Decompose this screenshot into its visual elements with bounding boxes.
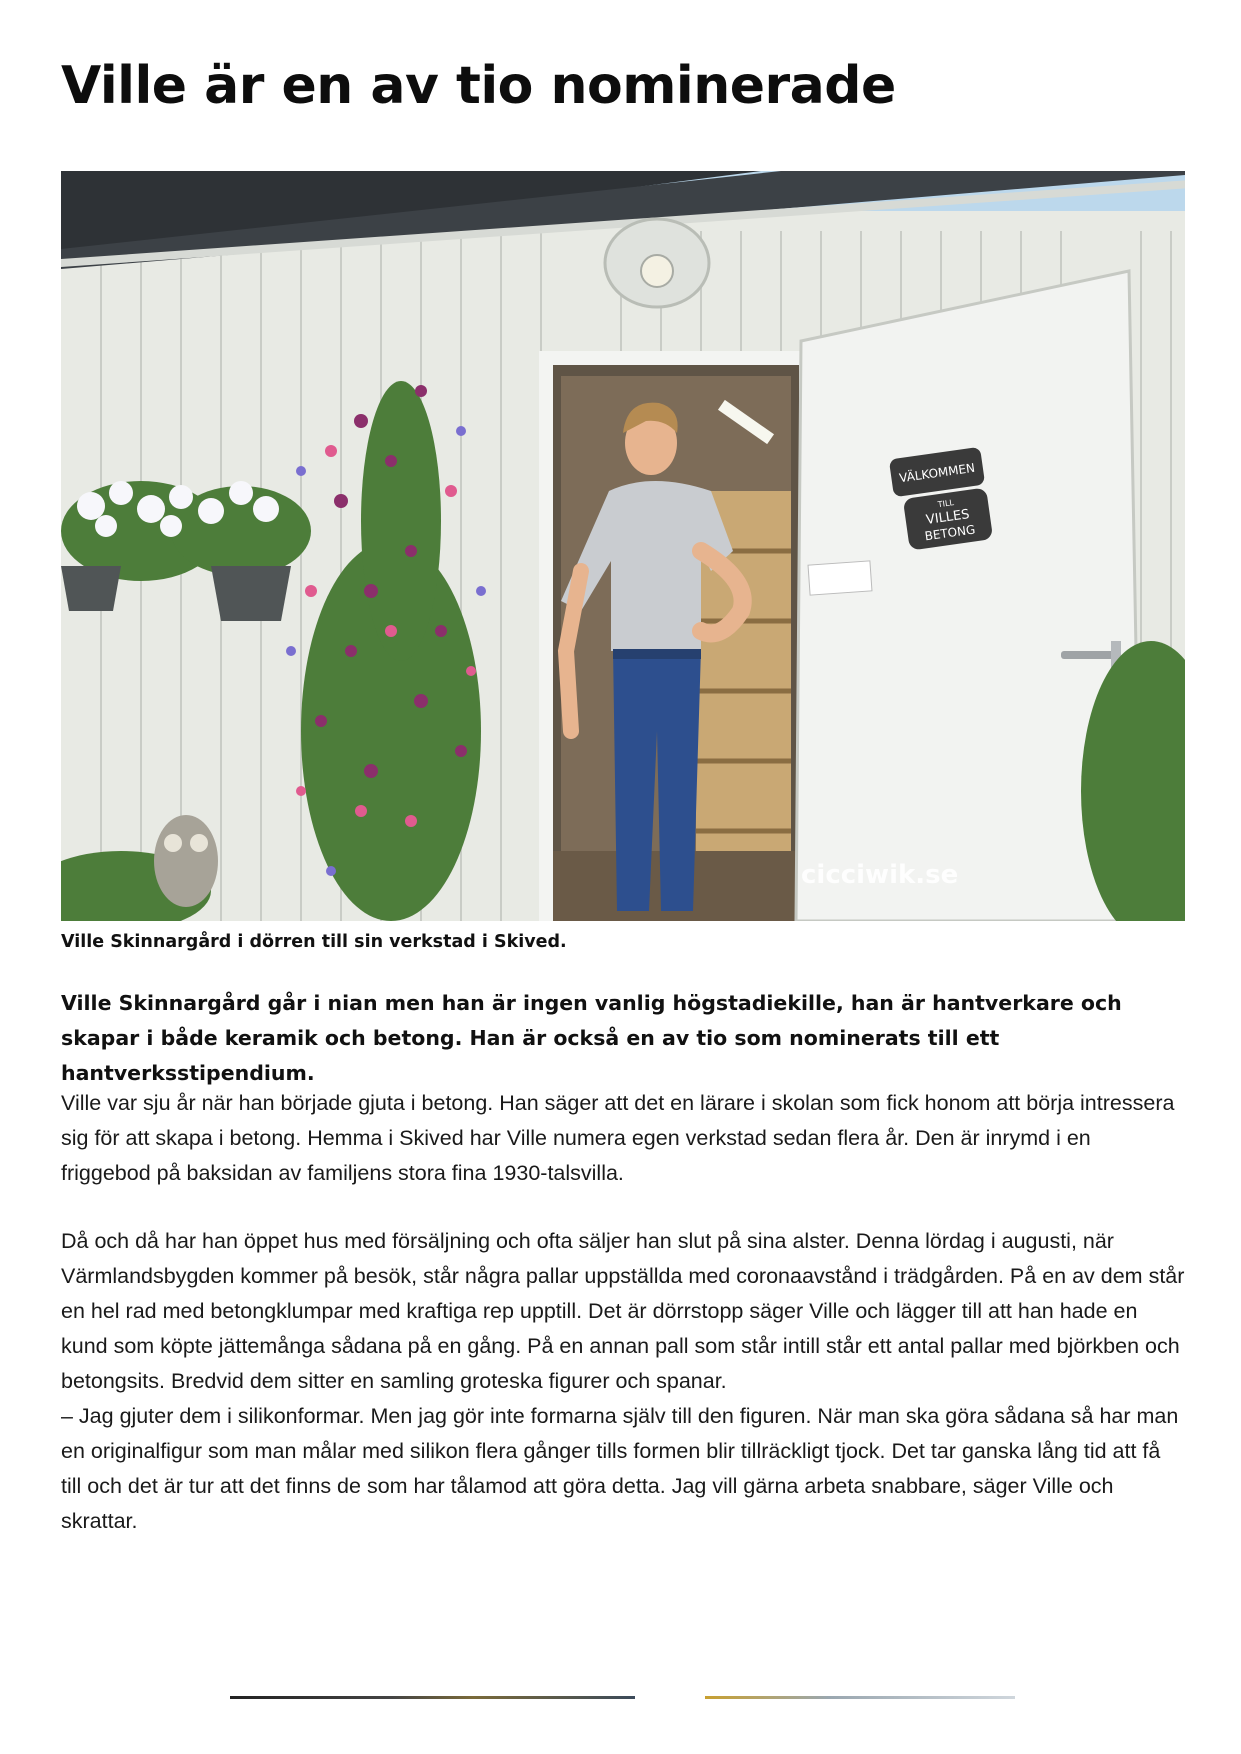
article-lead: Ville Skinnargård går i nian men han är ingen vanlig högstadiekille, han är hantverkare och skapar i både keramik och betong. Han är också en av tio som nominerats till ett hantverksstipendium.	[61, 991, 1122, 1085]
article-paragraph-3: – Jag gjuter dem i silikonformar. Men jag gör inte formarna själv till den figuren. När man ska göra sådana så har man en originalfigur som man målar med silikon flera gånger tills formen blir tillräckligt tjock. Det tar ganska lång tid att få till och det är tur att det finns de som har tålamod att göra detta. Jag vill gärna arbeta snabbare, säger Ville och skrattar.	[61, 1404, 1179, 1533]
article-photo	[61, 171, 1185, 921]
photo-watermark: cicciwik.se	[801, 860, 959, 890]
article-paragraph-1: Ville var sju år när han började gjuta i betong. Han säger att det en lärare i skolan som fick honom att börja intressera sig för att skapa i betong. Hemma i Skived har Ville numera egen verkstad sedan flera år. Den är inrymd i en friggebod på baksidan av familjens stora fina 1930-talsvilla.	[61, 1091, 1175, 1185]
sign-line-4: BETONG	[923, 522, 977, 544]
article-paragraph-2-group	[61, 1224, 1185, 1539]
sign-line-3: VILLES	[925, 507, 971, 528]
next-image-edge-left	[230, 1696, 635, 1699]
sign-line-2: TILL	[937, 498, 955, 510]
photo-caption: Ville Skinnargård i dörren till sin verkstad i Skived.	[61, 932, 567, 952]
sign-line-1: VÄLKOMMEN	[898, 460, 976, 486]
next-image-edge-right	[705, 1696, 1015, 1699]
article-title: Ville är en av tio nominerade	[61, 56, 896, 116]
article-paragraph-2: Då och då har han öppet hus med försäljning och ofta säljer han slut på sina alster. Denna lördag i augusti, när Värmlandsbygden kommer på besök, står några pallar uppställda med coronaavstånd i trädgården. På en av dem står en hel rad med betongklumpar med kraftiga rep upptill. Det är dörrstopp säger Ville och lägger till att han hade en kund som köpte jättemånga sådana på en gång. På en annan pall som står intill står ett antal pallar med björkben och betongsits. Bredvid dem sitter en samling groteska figurer och spanar.	[61, 1229, 1185, 1393]
